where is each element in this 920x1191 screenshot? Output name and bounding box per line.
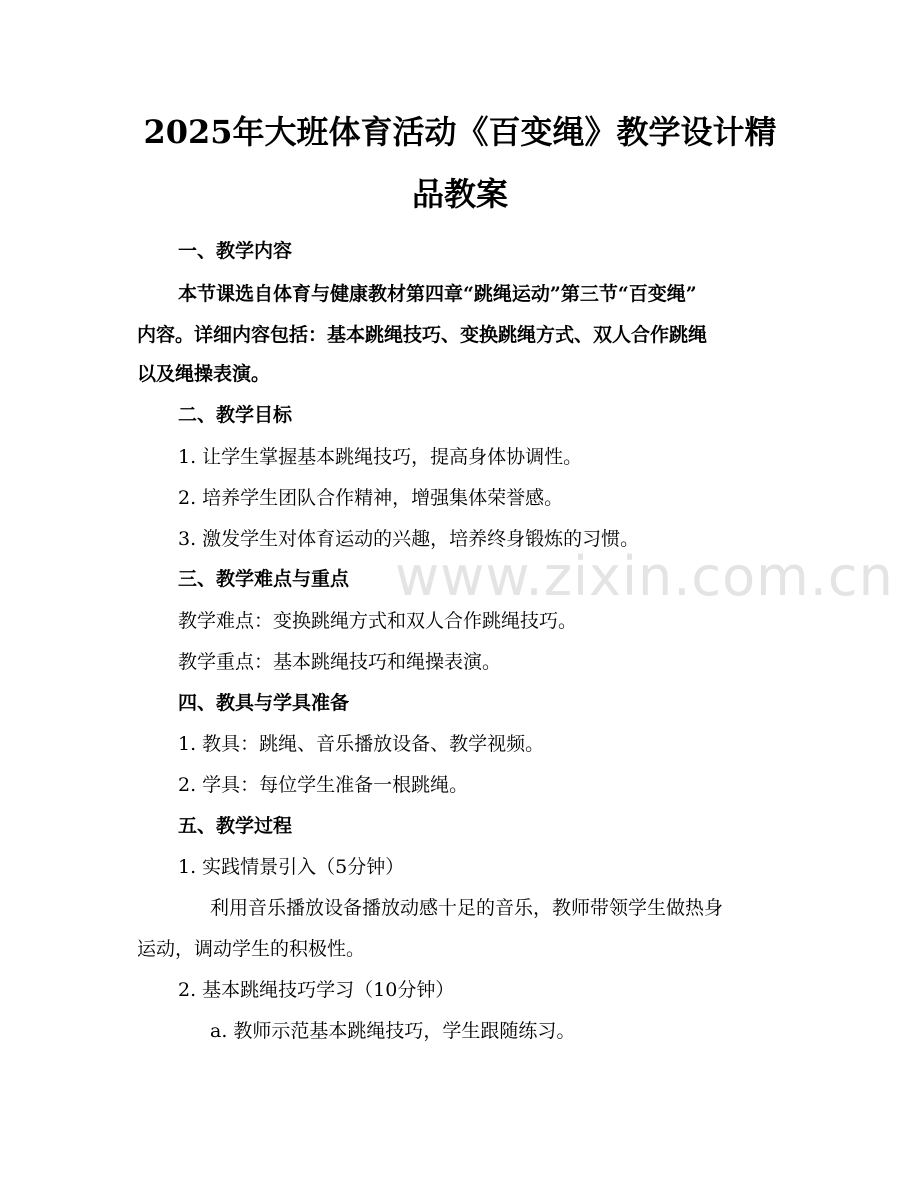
learning-aid-item: 2. 学具：每位学生准备一根跳绳。 [178, 774, 469, 796]
document-title-line-2: 品教案 [411, 175, 508, 213]
objective-item: 3. 激发学生对体育运动的兴趣，培养终身锻炼的习惯。 [178, 528, 640, 550]
objective-item: 1. 让学生掌握基本跳绳技巧，提高身体协调性。 [178, 446, 583, 468]
section-2-heading: 二、教学目标 [178, 404, 293, 426]
section-4-heading: 四、教具与学具准备 [178, 692, 350, 714]
watermark: www.zixin.com.cn [395, 545, 894, 608]
section-3-heading: 三、教学难点与重点 [178, 568, 350, 590]
process-step-paragraph-line: 利用音乐播放设备播放动感十足的音乐，教师带领学生做热身 [210, 897, 724, 919]
objective-item: 2. 培养学生团队合作精神，增强集体荣誉感。 [178, 487, 564, 509]
teaching-aid-item: 1. 教具：跳绳、音乐播放设备、教学视频。 [178, 733, 545, 755]
difficulty-item: 教学难点：变换跳绳方式和双人合作跳绳技巧。 [178, 610, 578, 632]
document-title-line-1: 2025年大班体育活动《百变绳》教学设计精 [143, 113, 777, 151]
process-step-paragraph-line: 运动，调动学生的积极性。 [137, 938, 366, 960]
section-1-paragraph-line: 本节课选自体育与健康教材第四章“跳绳运动”第三节“百变绳” [178, 283, 697, 305]
process-step: 1. 实践情景引入（5分钟） [178, 856, 405, 878]
section-5-heading: 五、教学过程 [178, 815, 293, 837]
process-step: 2. 基本跳绳技巧学习（10分钟） [178, 979, 455, 1001]
section-1-paragraph-line: 内容。详细内容包括：基本跳绳技巧、变换跳绳方式、双人合作跳绳 [137, 324, 708, 346]
section-1-paragraph-line: 以及绳操表演。 [137, 363, 271, 385]
key-point-item: 教学重点：基本跳绳技巧和绳操表演。 [178, 651, 502, 673]
section-1-heading: 一、教学内容 [178, 240, 293, 262]
process-sub-step: a. 教师示范基本跳绳技巧，学生跟随练习。 [210, 1020, 576, 1042]
